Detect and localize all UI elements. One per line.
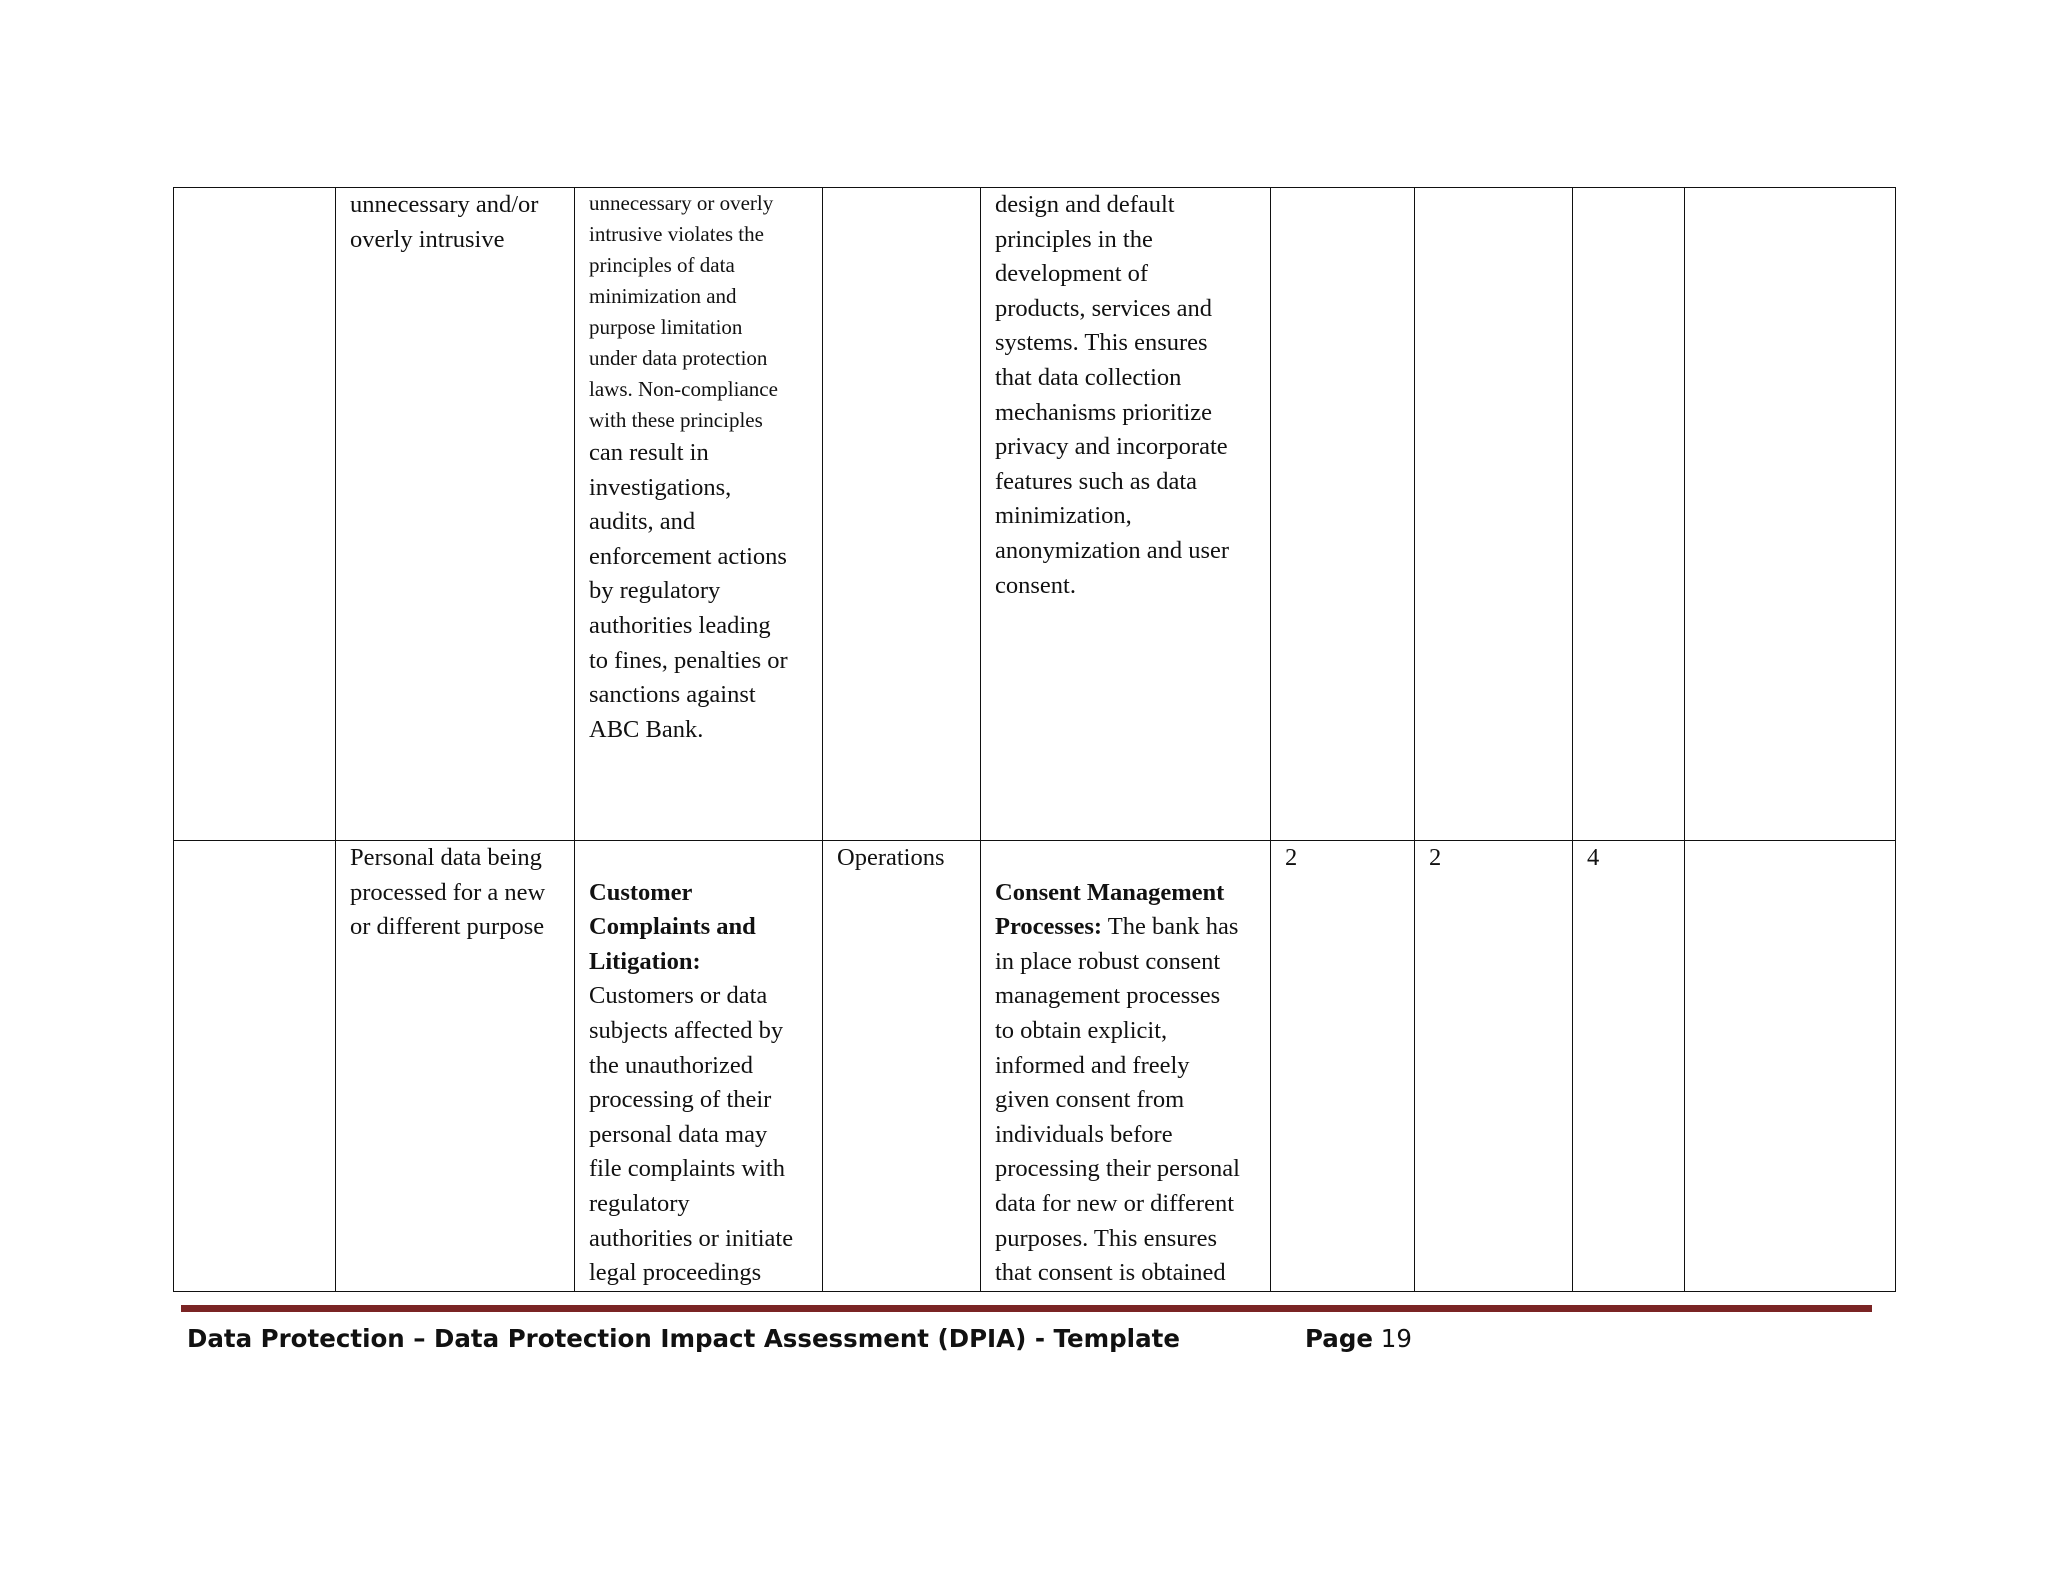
cell-line: given consent from — [995, 1086, 1185, 1114]
cell-line — [995, 910, 1258, 945]
footer-divider — [181, 1305, 1872, 1312]
page-label: Page — [1305, 1324, 1373, 1353]
risk-description-cell — [336, 841, 575, 1292]
cell-line: data for new or different — [995, 1189, 1234, 1217]
cell-line: regulatory — [589, 1189, 690, 1217]
cell-line: intrusive violates the — [589, 222, 764, 246]
cell-line: legal proceedings — [589, 1259, 762, 1287]
cell-line: consent. — [995, 571, 1076, 599]
risk-description-cell — [336, 188, 575, 841]
cell-line: informed and freely — [995, 1051, 1190, 1079]
cell-line: to obtain explicit, — [995, 1016, 1168, 1044]
notes-cell — [1685, 188, 1896, 841]
severity-cell — [1415, 841, 1573, 1292]
cell-line: or different purpose — [350, 913, 545, 941]
notes-cell — [1685, 841, 1896, 1292]
cell-line: authorities or initiate — [589, 1224, 794, 1252]
cell-line: minimization, — [995, 502, 1132, 530]
department-cell — [823, 188, 981, 841]
cell-line: the unauthorized — [589, 1051, 753, 1079]
dpia-risk-table — [173, 187, 1896, 1292]
cell-line: by regulatory — [589, 577, 721, 605]
cell-line: personal data may — [589, 1120, 768, 1148]
likelihood-value: 2 — [1285, 844, 1298, 871]
cell-line: design and default — [995, 191, 1175, 218]
cell-line: purposes. This ensures — [995, 1224, 1218, 1252]
risk-score-cell — [1573, 841, 1685, 1292]
cell-line: processing their personal — [995, 1155, 1240, 1183]
cell-line: principles of data — [589, 253, 735, 277]
blank-line — [995, 841, 1258, 876]
cell-line: Customers or data — [589, 982, 768, 1010]
page-number — [1305, 1324, 1412, 1353]
cell-line: that consent is obtained — [995, 1259, 1226, 1287]
likelihood-cell — [1271, 841, 1415, 1292]
impact-heading-line: Litigation: — [589, 947, 701, 975]
cell-line: in place robust consent — [995, 947, 1221, 975]
cell-line: investigations, — [589, 473, 732, 501]
cell-line: processed for a new — [350, 878, 546, 906]
cell-line: minimization and — [589, 284, 737, 308]
table-cell — [174, 188, 336, 841]
cell-line: sanctions against — [589, 681, 756, 709]
cell-line: audits, and — [589, 508, 696, 536]
cell-line: overly intrusive — [350, 225, 505, 253]
cell-line: development of — [995, 260, 1149, 288]
table-row — [174, 841, 1896, 1292]
cell-line: that data collection — [995, 363, 1182, 391]
cell-line: principles in the — [995, 225, 1153, 253]
mitigation-heading-line: Processes: — [995, 913, 1103, 941]
cell-line: authorities leading — [589, 611, 771, 639]
cell-line: can result in — [589, 439, 709, 466]
impact-description-cell — [575, 188, 823, 841]
cell-line: unnecessary or overly — [589, 191, 774, 215]
department-cell — [823, 841, 981, 1292]
severity-cell — [1415, 188, 1573, 841]
cell-line: anonymization and user — [995, 536, 1230, 564]
risk-score-value: 4 — [1587, 844, 1600, 871]
table-row — [174, 188, 1896, 841]
cell-line: Personal data being — [350, 844, 542, 871]
cell-line: mechanisms prioritize — [995, 398, 1213, 426]
cell-line: processing of their — [589, 1086, 772, 1114]
page-number-value: 19 — [1380, 1324, 1412, 1353]
cell-line: features such as data — [995, 467, 1198, 495]
blank-line — [589, 841, 810, 876]
cell-line: individuals before — [995, 1120, 1173, 1148]
mitigation-cell — [981, 841, 1271, 1292]
cell-line-rest: The bank has — [1102, 913, 1239, 941]
likelihood-cell — [1271, 188, 1415, 841]
cell-line: unnecessary and/or — [350, 191, 539, 218]
severity-value: 2 — [1429, 844, 1442, 871]
cell-line: to fines, penalties or — [589, 646, 788, 674]
cell-line: laws. Non-compliance — [589, 377, 778, 401]
cell-line: products, services and — [995, 294, 1213, 322]
impact-heading-line: Customer — [589, 878, 693, 906]
footer-title: Data Protection – Data Protection Impact Assessment (DPIA) - Template — [187, 1324, 1180, 1353]
cell-line: under data protection — [589, 346, 768, 370]
cell-line: systems. This ensures — [995, 329, 1208, 357]
impact-heading-line: Complaints and — [589, 913, 756, 941]
mitigation-heading-line: Consent Management — [995, 878, 1225, 906]
cell-line: subjects affected by — [589, 1016, 784, 1044]
cell-line: ABC Bank. — [589, 715, 704, 743]
cell-line: with these principles — [589, 408, 763, 432]
mitigation-cell — [981, 188, 1271, 841]
cell-line: enforcement actions — [589, 542, 787, 570]
table-cell — [174, 841, 336, 1292]
cell-line: management processes — [995, 982, 1221, 1010]
cell-line: privacy and incorporate — [995, 433, 1228, 461]
impact-description-cell — [575, 841, 823, 1292]
cell-line: file complaints with — [589, 1155, 785, 1183]
department-value: Operations — [837, 844, 945, 871]
cell-line: purpose limitation — [589, 315, 743, 339]
risk-score-cell — [1573, 188, 1685, 841]
